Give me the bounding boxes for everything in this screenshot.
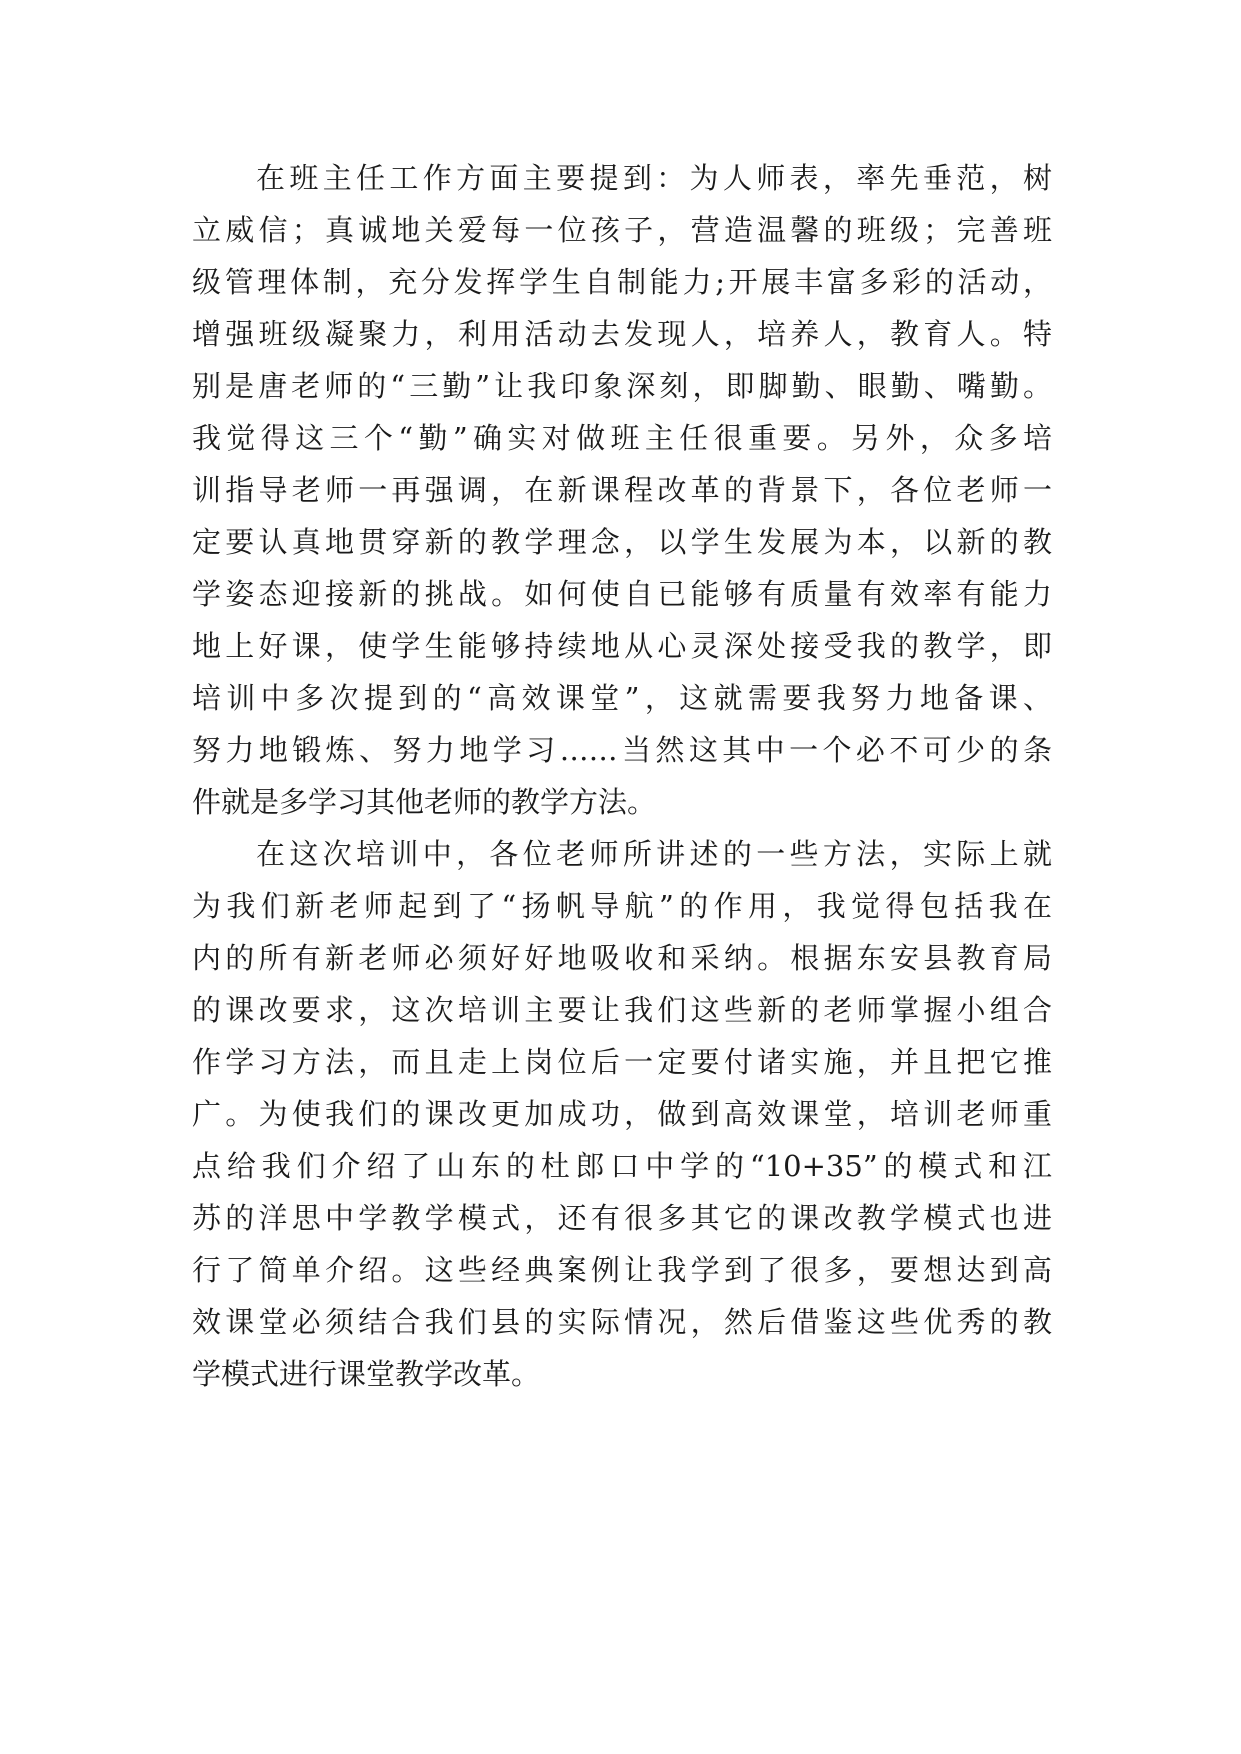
paragraph-line: 为我们新老师起到了“扬帆导航”的作用，我觉得包括我在 bbox=[192, 889, 1052, 923]
paragraph-line: 学模式进行课堂教学改革。 bbox=[192, 1357, 541, 1391]
paragraph-line: 在这次培训中，各位老师所讲述的一些方法，实际上就 bbox=[256, 837, 1052, 871]
paragraph-line: 广。为使我们的课改更加成功，做到高效课堂，培训老师重 bbox=[192, 1097, 1052, 1131]
paragraph-line: 训指导老师一再强调，在新课程改革的背景下，各位老师一 bbox=[192, 473, 1052, 507]
paragraph-line: 学姿态迎接新的挑战。如何使自已能够有质量有效率有能力 bbox=[192, 577, 1052, 611]
paragraph-line: 的课改要求，这次培训主要让我们这些新的老师掌握小组合 bbox=[192, 993, 1052, 1027]
paragraph-line: 立威信；真诚地关爱每一位孩子，营造温馨的班级；完善班 bbox=[192, 213, 1052, 247]
paragraph-line: 在班主任工作方面主要提到：为人师表，率先垂范，树 bbox=[256, 161, 1052, 195]
paragraph-1 bbox=[192, 152, 1052, 828]
paragraph-line: 地上好课，使学生能够持续地从心灵深处接受我的教学，即 bbox=[192, 629, 1052, 663]
paragraph-line: 级管理体制，充分发挥学生自制能力;开展丰富多彩的活动， bbox=[192, 265, 1052, 299]
paragraph-line: 效课堂必须结合我们县的实际情况，然后借鉴这些优秀的教 bbox=[192, 1305, 1052, 1339]
paragraph-line: 点给我们介绍了山东的杜郎口中学的“10+35”的模式和江 bbox=[192, 1149, 1052, 1183]
paragraph-line: 别是唐老师的“三勤”让我印象深刻，即脚勤、眼勤、嘴勤。 bbox=[192, 369, 1052, 403]
document-body bbox=[192, 152, 1052, 1400]
paragraph-2 bbox=[192, 828, 1052, 1400]
paragraph-line: 件就是多学习其他老师的教学方法。 bbox=[192, 785, 657, 819]
paragraph-line: 定要认真地贯穿新的教学理念，以学生发展为本，以新的教 bbox=[192, 525, 1052, 559]
paragraph-line: 行了简单介绍。这些经典案例让我学到了很多，要想达到高 bbox=[192, 1253, 1052, 1287]
paragraph-line: 苏的洋思中学教学模式，还有很多其它的课改教学模式也进 bbox=[192, 1201, 1052, 1235]
paragraph-line: 我觉得这三个“勤”确实对做班主任很重要。另外，众多培 bbox=[192, 421, 1052, 455]
paragraph-line: 增强班级凝聚力，利用活动去发现人，培养人，教育人。特 bbox=[192, 317, 1052, 351]
paragraph-line: 作学习方法，而且走上岗位后一定要付诸实施，并且把它推 bbox=[192, 1045, 1052, 1079]
paragraph-line: 努力地锻炼、努力地学习……当然这其中一个必不可少的条 bbox=[192, 733, 1052, 767]
paragraph-line: 培训中多次提到的“高效课堂”，这就需要我努力地备课、 bbox=[192, 681, 1052, 715]
paragraph-line: 内的所有新老师必须好好地吸收和采纳。根据东安县教育局 bbox=[192, 941, 1052, 975]
